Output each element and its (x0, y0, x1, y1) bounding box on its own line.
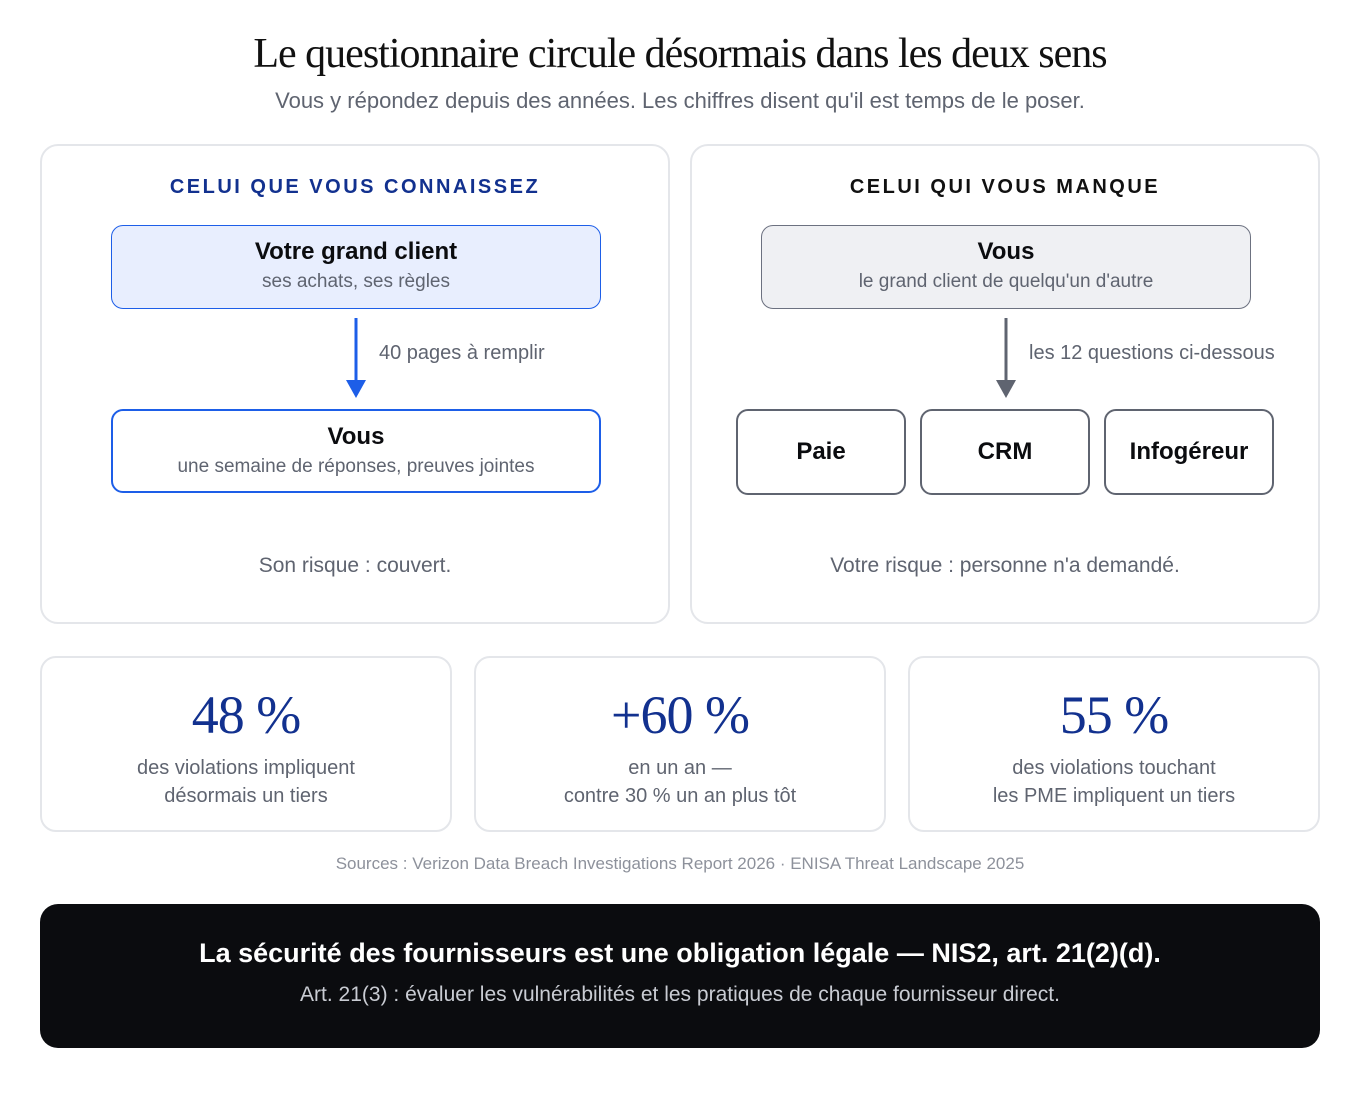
box-title: Votre grand client (254, 238, 458, 265)
stat-line: les PME impliquent un tiers (992, 785, 1236, 807)
supplier-chip-crm: CRM (920, 409, 1090, 495)
you-box (111, 409, 601, 493)
banner-headline: La sécurité des fournisseurs est une obligation légale — NIS2, art. 21(2)(d). (199, 938, 1161, 968)
stat-line: contre 30 % un an plus tôt (563, 785, 797, 807)
sources-note: Sources : Verizon Data Breach Investigations Report 2026 · ENISA Threat Landscape 2025 (335, 854, 1025, 873)
stat-description (42, 754, 450, 810)
page-title: Le questionnaire circule désormais dans les deux sens (253, 31, 1107, 77)
you-as-client-box (761, 225, 1251, 309)
stat-card (40, 656, 452, 832)
stat-card (908, 656, 1320, 832)
banner-subline: Art. 21(3) : évaluer les vulnérabilités et les pratiques de chaque fournisseur direct. (300, 983, 1060, 1006)
arrow-label: 40 pages à remplir (379, 342, 545, 364)
stat-line: des violations impliquent (137, 757, 355, 779)
box-title: Vous (977, 238, 1035, 265)
risk-verdict: Son risque : couvert. (258, 554, 452, 577)
supplier-chip-paie: Paie (736, 409, 906, 495)
stat-description (476, 754, 884, 810)
legal-banner (40, 904, 1320, 1048)
box-subtitle: une semaine de réponses, preuves jointes (177, 456, 535, 477)
arrow-label: les 12 questions ci-dessous (1029, 342, 1275, 364)
box-title: Vous (327, 423, 385, 450)
down-arrow-icon (344, 318, 368, 400)
panel-heading: CELUI QUI VOUS MANQUE (849, 176, 1161, 198)
box-subtitle: le grand client de quelqu'un d'autre (858, 271, 1154, 292)
known-client-panel (40, 144, 670, 624)
stat-line: en un an — (628, 757, 732, 779)
down-arrow-icon (994, 318, 1018, 400)
missing-client-panel (690, 144, 1320, 624)
stat-description (910, 754, 1318, 810)
stat-card (474, 656, 886, 832)
supplier-chip-infogereur: Infogéreur (1104, 409, 1274, 495)
stat-value: 48 % (191, 685, 301, 745)
stat-line: des violations touchant (1012, 757, 1216, 779)
big-client-box (111, 225, 601, 309)
stat-value: +60 % (611, 685, 749, 745)
panel-heading: CELUI QUE VOUS CONNAISSEZ (169, 176, 541, 198)
box-subtitle: ses achats, ses règles (262, 271, 450, 292)
stat-value: 55 % (1059, 685, 1169, 745)
risk-verdict: Votre risque : personne n'a demandé. (830, 554, 1180, 577)
stat-line: désormais un tiers (164, 785, 328, 807)
page-subtitle: Vous y répondez depuis des années. Les chiffres disent qu'il est temps de le poser. (275, 88, 1085, 113)
